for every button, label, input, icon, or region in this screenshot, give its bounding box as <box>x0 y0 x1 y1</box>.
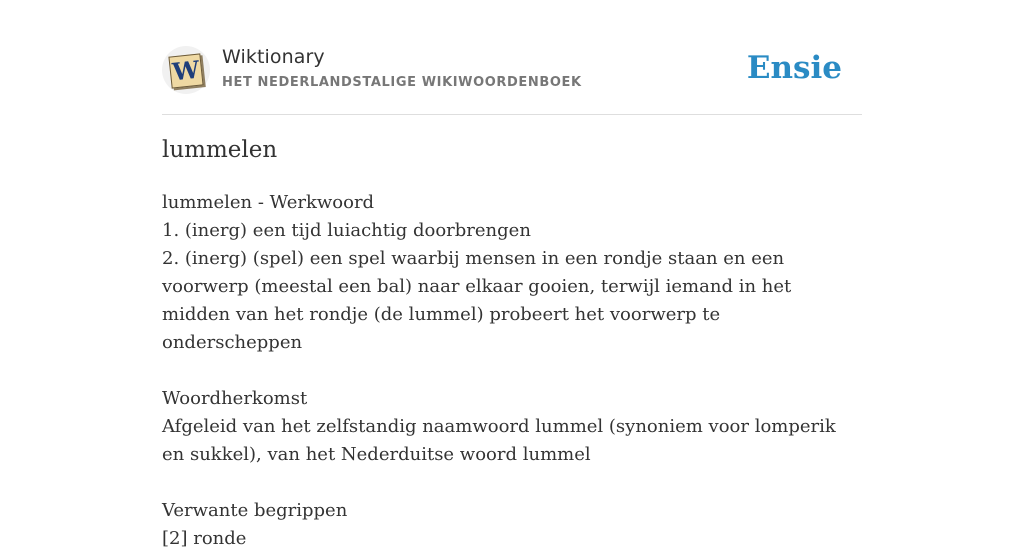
definition-1: 1. (inerg) een tijd luiachtig doorbrengen <box>162 220 531 241</box>
definition-2: 2. (inerg) (spel) een spel waarbij mensen in een rondje staan en een voorwerp (meestal een bal) naar elkaar gooien, terwijl iemand in het midden van het rondje (de lummel) probeert het voorwerp te onderscheppen <box>162 248 792 353</box>
related-heading: Verwante begrippen <box>162 500 348 521</box>
spacer <box>162 357 862 385</box>
word-title: lummelen <box>162 137 278 163</box>
etymology-text: Afgeleid van het zelfstandig naamwoord lummel (synoniem voor lomperik en sukkel), van het Nederduitse woord lummel <box>162 416 836 465</box>
site-name[interactable]: Wiktionary <box>222 46 325 68</box>
site-tagline: HET NEDERLANDSTALIGE WIKIWOORDENBOEK <box>222 75 582 90</box>
wiktionary-tile-icon: W <box>168 53 203 88</box>
part-of-speech-line: lummelen - Werkwoord <box>162 192 375 213</box>
entry-content <box>162 189 862 553</box>
related-item: [2] ronde <box>162 528 247 549</box>
spacer <box>162 469 862 497</box>
site-header <box>162 44 862 115</box>
wiktionary-logo[interactable] <box>162 46 210 94</box>
etymology-heading: Woordherkomst <box>162 388 308 409</box>
ensie-brand-link[interactable]: Ensie <box>746 50 842 86</box>
